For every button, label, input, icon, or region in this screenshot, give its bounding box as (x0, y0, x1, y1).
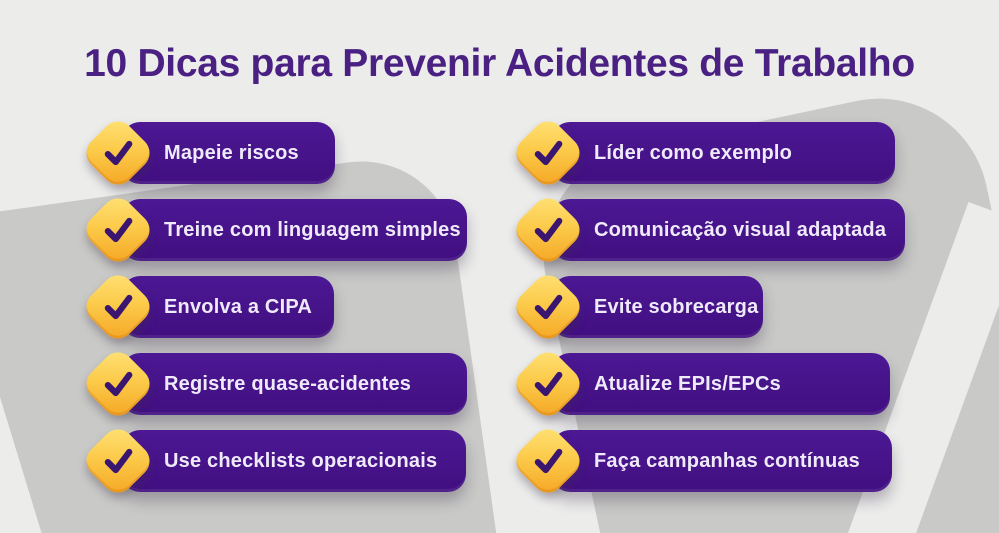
check-icon (100, 212, 136, 248)
tip-item (552, 353, 890, 415)
check-icon (100, 366, 136, 402)
tip-label: Registre quase-acidentes (164, 372, 412, 395)
tip-item (552, 276, 763, 338)
tip-item (122, 276, 334, 338)
check-icon (530, 443, 566, 479)
tip-label: Faça campanhas contínuas (594, 449, 861, 472)
tip-item (552, 199, 905, 261)
check-badge (510, 423, 586, 499)
check-icon (530, 135, 566, 171)
tip-item (552, 430, 892, 492)
tip-item (122, 122, 335, 184)
tip-label: Use checklists operacionais (164, 449, 438, 472)
check-badge (80, 115, 156, 191)
tip-label: Líder como exemplo (594, 141, 793, 164)
page-title: 10 Dicas para Prevenir Acidentes de Trabalho (84, 42, 915, 85)
tip-label: Evite sobrecarga (594, 295, 759, 318)
check-badge (510, 115, 586, 191)
tip-item (122, 353, 467, 415)
check-icon (530, 289, 566, 325)
tip-label: Treine com linguagem simples (164, 218, 461, 241)
tip-label: Envolva a CIPA (164, 295, 313, 318)
tip-item (122, 430, 466, 492)
check-icon (100, 289, 136, 325)
check-icon (530, 366, 566, 402)
tip-label: Mapeie riscos (164, 141, 299, 164)
check-icon (530, 212, 566, 248)
check-badge (510, 192, 586, 268)
check-icon (100, 443, 136, 479)
check-badge (510, 346, 586, 422)
check-icon (100, 135, 136, 171)
tip-item (552, 122, 895, 184)
check-badge (510, 269, 586, 345)
tip-label: Atualize EPIs/EPCs (594, 372, 781, 395)
tip-label: Comunicação visual adaptada (594, 218, 887, 241)
tip-item (122, 199, 467, 261)
